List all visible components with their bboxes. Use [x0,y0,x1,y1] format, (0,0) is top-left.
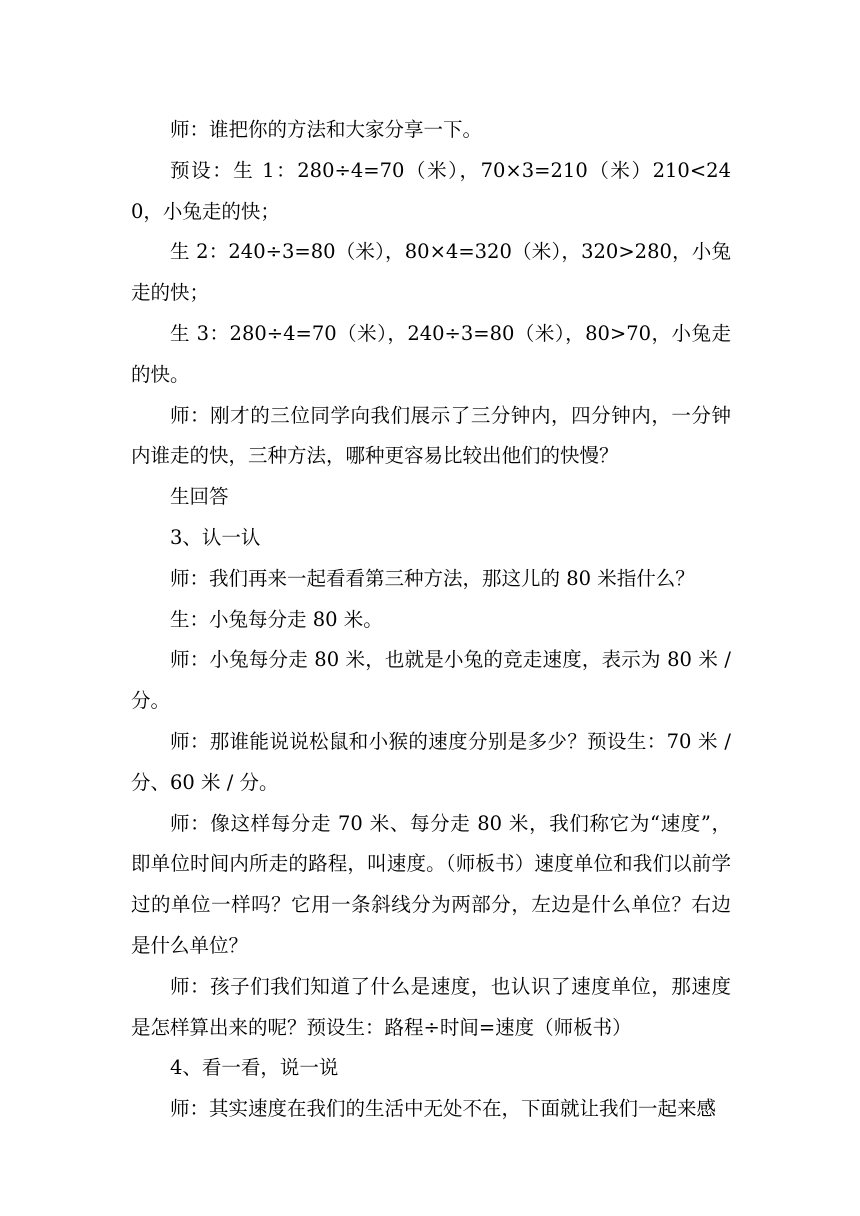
paragraph-teacher-life: 师：其实速度在我们的生活中无处不在，下面就让我们一起来感 [170,1097,717,1121]
paragraph-teacher-share: 师：谁把你的方法和大家分享一下。 [170,118,483,141]
paragraph-teacher-speed-formula: 师：孩子们我们知道了什么是速度，也认识了速度单位，那速度是怎样算出来的呢？预设生：路程÷时间=速度（师板书） [131,974,731,1039]
paragraph-teacher-speed-unit: 师：小兔每分走 80 米，也就是小兔的竞走速度，表示为 80 米 / 分。 [131,648,731,713]
paragraph-student-80m: 生：小兔每分走 80 米。 [170,607,383,631]
paragraph-teacher-80m: 师：我们再来一起看看第三种方法，那这儿的 80 米指什么？ [170,566,695,590]
paragraph-teacher-compare: 师：刚才的三位同学向我们展示了三分钟内，四分钟内，一分钟内谁走的快，三种方法，哪种更容易比较出他们的快慢？ [131,403,731,468]
paragraph-teacher-squirrel-monkey: 师：那谁能说说松鼠和小猴的速度分别是多少？预设生：70 米 / 分、60 米 / 分。 [131,729,731,794]
paragraph-student-answer: 生回答 [170,485,229,509]
paragraph-student-1: 预设：生 1：280÷4=70（米），70×3=210（米）210<240，小兔走的快； [131,158,731,223]
paragraph-teacher-speed-definition: 师：像这样每分走 70 米、每分走 80 米，我们称它为“速度”，即单位时间内所走的路程，叫速度。（师板书）速度单位和我们以前学过的单位一样吗？它用一条斜线分为两部分，左边是什么单位？右边是什么单位？ [131,811,731,957]
paragraph-student-3: 生 3：280÷4=70（米），240÷3=80（米），80>70，小兔走的快。 [131,321,731,386]
paragraph-student-2: 生 2：240÷3=80（米），80×4=320（米），320>280，小兔走的快； [131,240,731,305]
section-heading-3: 3、认一认 [170,525,261,549]
document-body [131,110,731,1130]
section-heading-4: 4、看一看，说一说 [170,1056,339,1080]
